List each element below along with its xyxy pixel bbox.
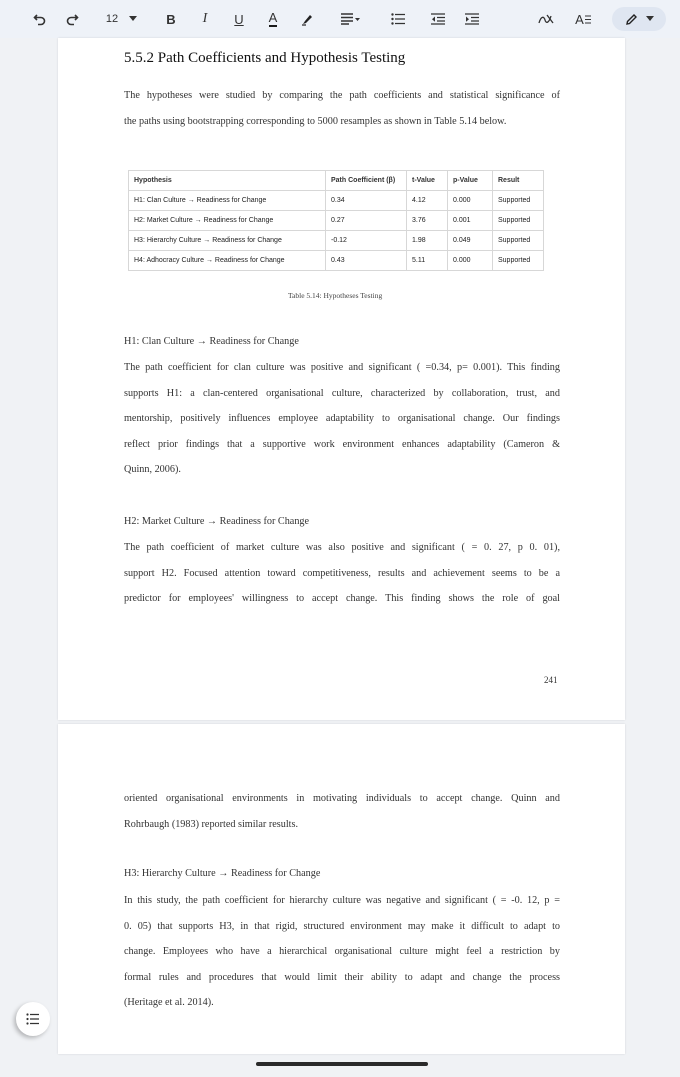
highlight-button[interactable] — [296, 0, 318, 38]
table-cell: 0.001 — [448, 211, 493, 231]
text-line: the paths using bootstrapping corresponding to 5000 resamples as shown in Table 5.14 below. — [124, 115, 507, 127]
underline-button[interactable]: U — [234, 11, 244, 27]
table-cell: Supported — [493, 231, 544, 251]
text-line: support H2. Focused attention toward competitiveness, results and achievement seems to be a — [124, 567, 560, 579]
list-icon — [26, 1013, 40, 1025]
italic-button[interactable]: I — [202, 11, 208, 26]
text-line: oriented organisational environments in motivating individuals to accept change. Quinn and — [124, 793, 560, 804]
text-line: The path coefficient for clan culture was positive and significant ( =0.34, p= 0.001). This finding — [124, 362, 560, 373]
text-style-label: A — [575, 11, 584, 27]
font-size-dropdown[interactable] — [124, 0, 142, 38]
pencil-icon — [625, 13, 638, 26]
table-cell: 0.049 — [448, 231, 493, 251]
table-cell: 0.27 — [326, 211, 407, 231]
hypotheses-table — [128, 170, 544, 271]
text-line: reflect prior findings that a supportive work environment enhances adaptability (Cameron & — [124, 438, 560, 450]
redo-icon — [65, 12, 79, 26]
align-button[interactable] — [336, 0, 366, 38]
decrease-indent-button[interactable] — [426, 0, 450, 38]
table-cell: H1: Clan Culture → Readiness for Change — [129, 191, 326, 211]
text-style-button[interactable] — [570, 0, 596, 38]
h3-paragraph — [124, 888, 560, 1016]
lines-icon — [585, 15, 591, 24]
caret-down-icon — [129, 16, 137, 22]
increase-indent-button[interactable] — [460, 0, 484, 38]
table-header-cell: Result — [493, 171, 544, 191]
text-line: predictor for employees' willingness to accept change. This finding shows the role of goal — [124, 593, 560, 604]
table-cell: 0.000 — [448, 191, 493, 211]
increase-indent-icon — [465, 13, 479, 25]
align-left-icon — [341, 13, 361, 25]
text-line: formal rules and procedures that would limit their ability to adapt and change the process — [124, 971, 560, 983]
table-cell: 4.12 — [407, 191, 448, 211]
bulleted-list-button[interactable] — [386, 0, 410, 38]
bold-button[interactable]: B — [166, 11, 176, 27]
table-header-row — [129, 171, 544, 191]
table-cell: H2: Market Culture → Readiness for Change — [129, 211, 326, 231]
table-cell: Supported — [493, 191, 544, 211]
text-line: mentorship, positively influences employee adaptability to organisational change. Our findings — [124, 413, 560, 424]
text-color-button[interactable] — [262, 0, 284, 38]
text-line: (Heritage et al. 2014). — [124, 997, 214, 1008]
text-line: In this study, the path coefficient for hierarchy culture was negative and significant ( = -0. 12, p = — [124, 895, 560, 906]
table-header-cell: t-Value — [407, 171, 448, 191]
section-heading: 5.5.2 Path Coefficients and Hypothesis Testing — [124, 50, 406, 66]
table-header-cell: Hypothesis — [129, 171, 326, 191]
h1-subheading: H1: Clan Culture → Readiness for Change — [124, 336, 299, 347]
table-row — [129, 231, 544, 251]
formatting-toolbar — [0, 0, 680, 38]
h2-subheading: H2: Market Culture → Readiness for Change — [124, 516, 310, 527]
text-line: The path coefficient of market culture was also positive and significant ( = 0. 27, p 0. 01), — [124, 542, 560, 553]
text-color-label: A — [268, 10, 278, 25]
clear-formatting-icon — [538, 13, 554, 25]
text-line: Rohrbaugh (1983) reported similar results. — [124, 818, 298, 830]
table-cell: 0.43 — [326, 251, 407, 271]
table-cell: Supported — [493, 211, 544, 231]
table-cell: 3.76 — [407, 211, 448, 231]
highlighter-icon — [301, 13, 314, 26]
decrease-indent-icon — [431, 13, 445, 25]
table-caption: Table 5.14: Hypotheses Testing — [288, 291, 383, 300]
table-row — [129, 211, 544, 231]
caret-down-icon — [646, 16, 654, 22]
table-header-cell: p-Value — [448, 171, 493, 191]
page-number: 241 — [544, 675, 558, 685]
edit-mode-button[interactable] — [612, 7, 666, 31]
font-size-value[interactable]: 12 — [105, 13, 119, 25]
outline-fab-button[interactable] — [16, 1002, 50, 1036]
h2-paragraph — [124, 535, 560, 612]
table-cell: Supported — [493, 251, 544, 271]
clear-formatting-button[interactable] — [534, 0, 558, 38]
table-cell: -0.12 — [326, 231, 407, 251]
text-line: The hypotheses were studied by comparing the path coefficients and statistical significance of — [124, 90, 560, 101]
continued-paragraph — [124, 786, 560, 837]
table-row — [129, 191, 544, 211]
redo-button[interactable] — [60, 0, 84, 38]
intro-paragraph — [124, 83, 560, 134]
table-row — [129, 251, 544, 271]
text-line: change. Employees who have a hierarchical organisational culture might feel a restriction by — [124, 946, 560, 957]
table-cell: H3: Hierarchy Culture → Readiness for Change — [129, 231, 326, 251]
text-line: supports H1: a clan-centered organisational culture, characterized by collaboration, trust, and — [124, 387, 560, 399]
h1-paragraph — [124, 355, 560, 483]
bulleted-list-icon — [391, 13, 405, 25]
table-cell: 1.98 — [407, 231, 448, 251]
text-line: 0. 05) that supports H3, in that rigid, structured environment may make it difficult to adapt to — [124, 920, 560, 932]
table-cell: 5.11 — [407, 251, 448, 271]
table-cell: 0.000 — [448, 251, 493, 271]
h3-subheading: H3: Hierarchy Culture → Readiness for Change — [124, 868, 321, 879]
text-line: Quinn, 2006). — [124, 464, 181, 475]
table-header-cell: Path Coefficient (β) — [326, 171, 407, 191]
undo-button[interactable] — [28, 0, 52, 38]
home-indicator[interactable] — [256, 1062, 428, 1066]
table-cell: H4: Adhocracy Culture → Readiness for Change — [129, 251, 326, 271]
table-cell: 0.34 — [326, 191, 407, 211]
undo-icon — [33, 12, 47, 26]
